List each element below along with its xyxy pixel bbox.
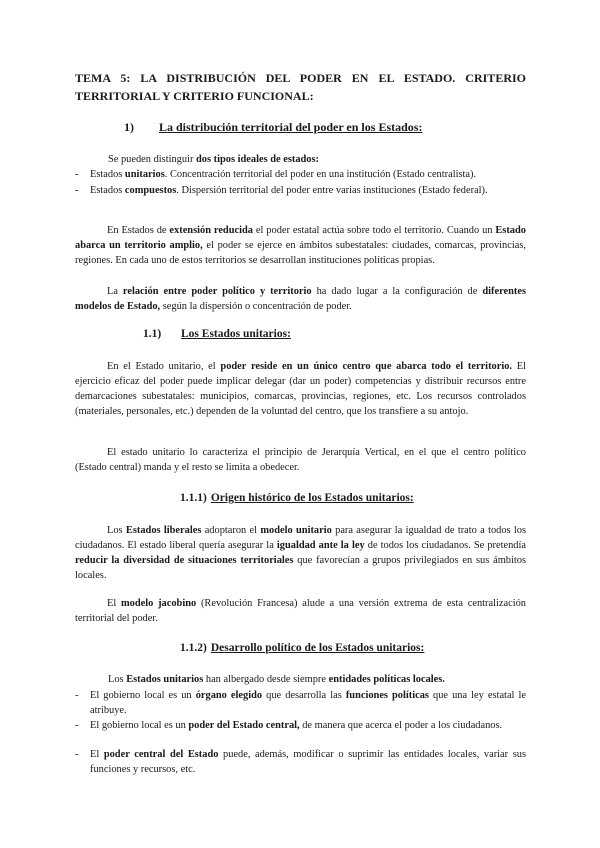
list-item: - El gobierno local es un poder del Estado central, de manera que acerca el poder a los ciudadanos.: [75, 720, 503, 731]
section-1-1-2-heading: [180, 641, 424, 656]
section-number: 1.1.2): [180, 642, 207, 654]
document-title: TEMA 5: LA DISTRIBUCIÓN DEL PODER EN EL ESTADO. CRITERIO TERRITORIAL Y CRITERIO FUNCIONAL:: [75, 71, 526, 103]
section-number: 1): [124, 120, 134, 134]
paragraph: En el Estado unitario, el poder reside en un único centro que abarca todo el territorio. El ejercicio eficaz del poder puede implicar delegar (dar un poder) competencias y distribuir recursos entre demarcaciones subestatales: municipios, comarcas, provincias, regiones, etc. Los recursos controlados (materiales, personales, etc.) dependen de la voluntad del centro, que los transfiere a su antojo.: [75, 361, 526, 417]
section-1-heading: [124, 120, 422, 135]
paragraph: El modelo jacobino (Revolución Francesa) alude a una versión extrema de esta centralización territorial del poder.: [75, 598, 526, 624]
list-item: - Estados compuestos. Dispersión territorial del poder entre varias instituciones (Estado federal).: [75, 185, 488, 196]
section-1-1-heading: [143, 327, 291, 342]
paragraph: Los Estados liberales adoptaron el modelo unitario para asegurar la igualdad de trato a todos los ciudadanos. El estado liberal quería asegurar la igualdad ante la ley de todos los ciudadanos. Se pretendía reducir la diversidad de situaciones territoriales que favorecían a grupos privilegiados en sus ámbitos locales.: [75, 525, 527, 581]
section-1-1-2-intro: Los Estados unitarios han albergado desde siempre entidades políticas locales.: [108, 674, 445, 685]
section-number: 1.1): [143, 328, 162, 340]
list-item: - Estados unitarios. Concentración territorial del poder en una institución (Estado centralista).: [75, 169, 477, 180]
paragraph: En Estados de extensión reducida el poder estatal actúa sobre todo el territorio. Cuando un Estado abarca un territorio amplio, el poder se ejerce en ámbitos subestatales: ciudades, comarcas, provincias, regiones. En cada uno de estos territorios se desarrollan instituciones políticas propias.: [75, 225, 527, 266]
list-item: - El poder central del Estado puede, además, modificar o suprimir las entidades locales, variar sus funciones y recursos, etc.: [75, 749, 526, 775]
section-title: Los Estados unitarios:: [181, 328, 291, 340]
section-1-1-1-heading: [180, 491, 414, 506]
section-title: La distribución territorial del poder en los Estados:: [159, 120, 423, 134]
section-number: 1.1.1): [180, 492, 207, 504]
section-title: Desarrollo político de los Estados unitarios:: [210, 642, 425, 654]
paragraph: El estado unitario lo caracteriza el principio de Jerarquía Vertical, en el que el centro político (Estado central) manda y el resto se limita a obedecer.: [75, 447, 526, 473]
paragraph: La relación entre poder político y territorio ha dado lugar a la configuración de diferentes modelos de Estado, según la dispersión o concentración de poder.: [75, 286, 526, 312]
section-title: Origen histórico de los Estados unitarios:: [210, 492, 414, 504]
list-item: - El gobierno local es un órgano elegido que desarrolla las funciones políticas que una ley estatal le atribuye.: [75, 690, 526, 716]
section-1-intro: Se pueden distinguir dos tipos ideales de estados:: [108, 154, 319, 165]
